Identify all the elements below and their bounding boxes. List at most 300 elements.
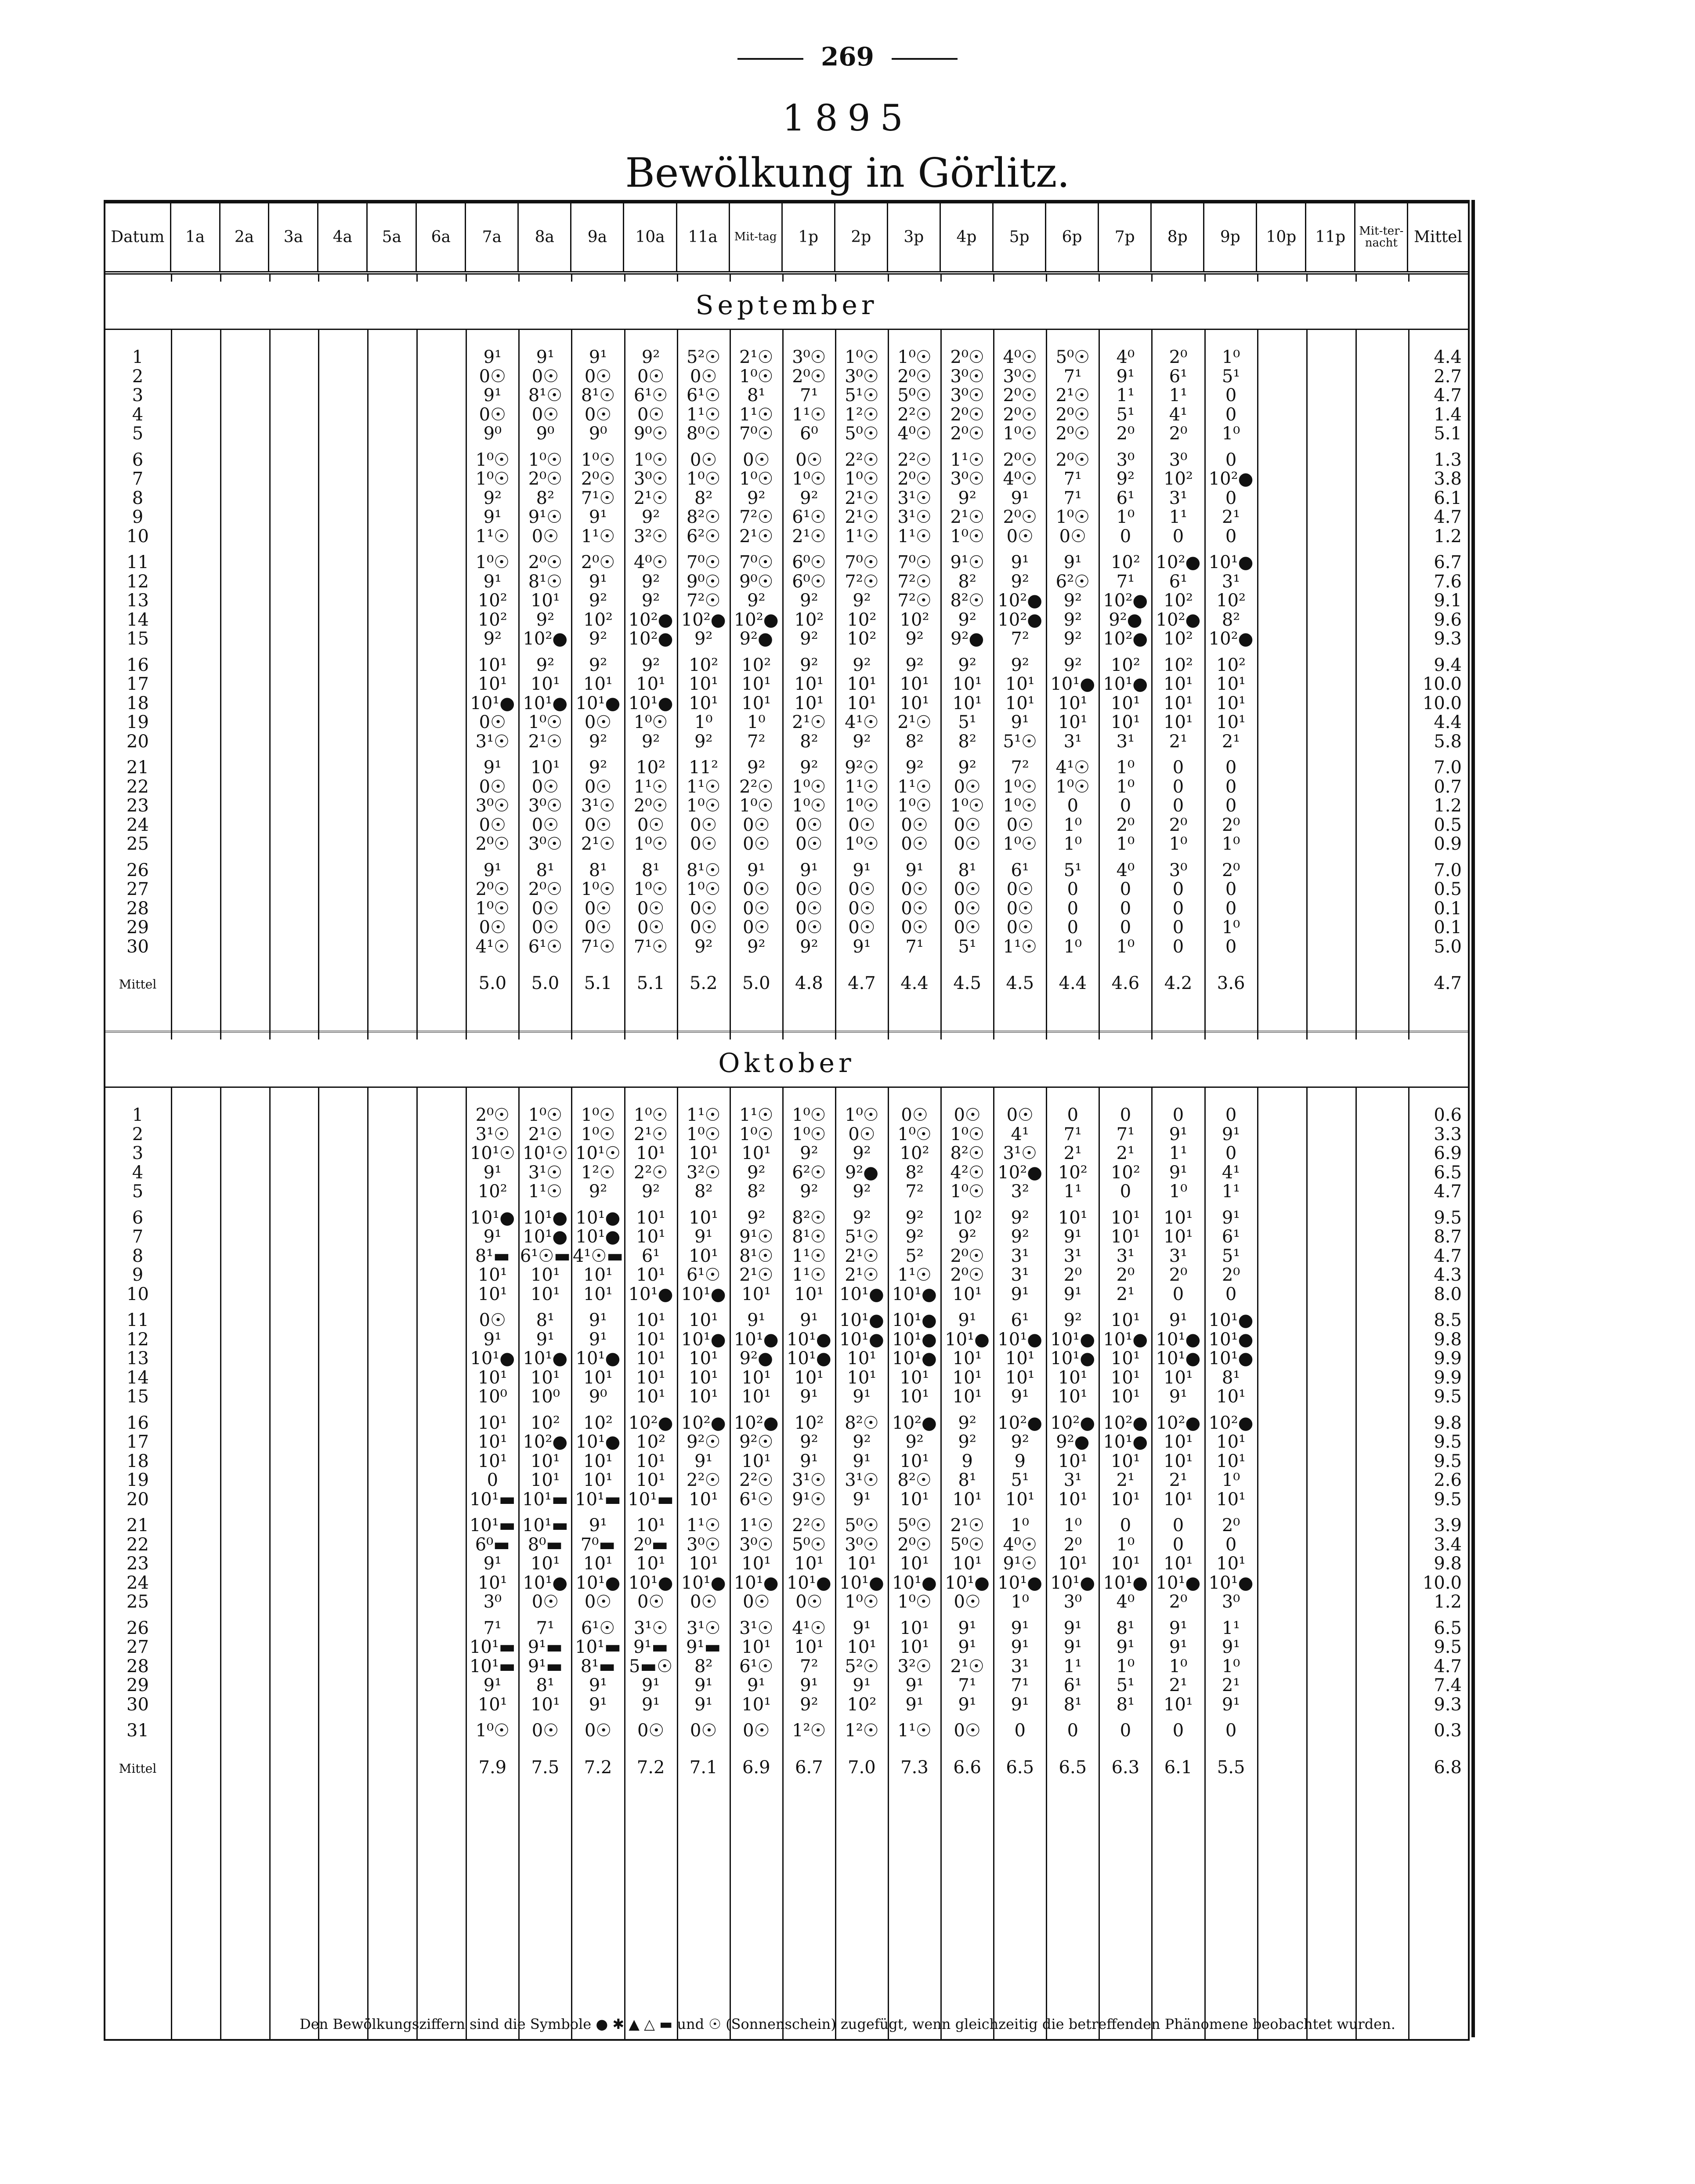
obs-cell: 2¹	[1116, 1143, 1135, 1163]
obs-cell: 1¹☉	[897, 1720, 932, 1741]
obs-cell: 3¹	[1063, 1470, 1082, 1490]
obs-cell: 9¹	[800, 1310, 818, 1330]
obs-cell: 10¹●	[892, 1329, 937, 1350]
obs-cell: 2¹☉	[633, 488, 668, 508]
obs-cell: 10¹	[794, 1367, 824, 1388]
obs-cell: 10²●	[1103, 629, 1148, 649]
obs-cell: 2²☉	[897, 404, 932, 425]
obs-cell: 0☉	[637, 917, 665, 938]
day-label: 18	[126, 1451, 149, 1471]
obs-cell: 8²	[694, 488, 713, 508]
obs-cell: 0	[1225, 1105, 1237, 1125]
obs-cell: 1¹	[1116, 385, 1135, 406]
obs-cell: 7¹	[1063, 366, 1082, 387]
obs-cell: 10¹	[530, 590, 560, 611]
obs-cell: 10¹	[1005, 1489, 1035, 1510]
obs-cell: 9	[961, 1451, 973, 1471]
obs-cell: 10¹	[530, 674, 560, 694]
day-label: 13	[126, 1348, 149, 1369]
obs-cell: 10²	[1164, 590, 1193, 611]
mittel-cell: 4.5	[1006, 973, 1034, 993]
obs-cell: 4¹☉	[1055, 757, 1090, 778]
day-label: 21	[126, 1515, 149, 1536]
obs-cell: 10¹	[689, 1310, 719, 1330]
obs-cell: 2⁰☉	[528, 469, 563, 489]
obs-cell: 9²	[905, 1432, 924, 1452]
obs-cell: 10²	[689, 655, 719, 675]
obs-cell: 3⁰☉	[1003, 366, 1037, 387]
day-label: 11	[126, 552, 149, 572]
obs-cell: 0	[1172, 1284, 1184, 1304]
obs-cell: 9²	[589, 590, 607, 611]
obs-cell: 9⁰	[483, 424, 502, 444]
obs-cell: 8¹	[536, 1675, 555, 1695]
obs-cell: 10¹●	[470, 693, 515, 714]
obs-cell: 2⁰☉	[950, 347, 984, 367]
column-header-7: 7a	[466, 203, 519, 271]
obs-cell: 10¹●	[1050, 1329, 1095, 1350]
obs-cell: 0☉	[743, 834, 770, 854]
obs-cell: 2¹☉	[792, 526, 826, 547]
obs-cell: 2²☉	[845, 449, 879, 470]
day-mean: 9.5	[1434, 1489, 1462, 1510]
obs-cell: 10¹●	[997, 1329, 1043, 1350]
obs-cell: 10¹☉	[523, 1143, 568, 1163]
obs-cell: 5¹	[1116, 1675, 1135, 1695]
obs-cell: 10¹	[794, 674, 824, 694]
obs-cell: 10¹	[1005, 1367, 1035, 1388]
obs-cell: 10¹	[1164, 693, 1193, 714]
obs-cell: 3¹	[1222, 571, 1240, 592]
column-header-8: 8a	[519, 203, 571, 271]
obs-cell: 3¹	[1011, 1246, 1029, 1266]
obs-cell: 1⁰	[1169, 1181, 1188, 1202]
page-number-dash-right	[892, 58, 958, 60]
obs-cell: 1⁰	[747, 712, 766, 732]
obs-cell: 9²●	[1056, 1432, 1090, 1452]
obs-cell: 3⁰	[1169, 860, 1188, 880]
obs-cell: 2⁰☉	[528, 552, 563, 572]
column-header-2: 2a	[220, 203, 270, 271]
obs-cell: 10¹●	[575, 693, 621, 714]
obs-cell: 2⁰☉	[1003, 385, 1037, 406]
obs-cell: 0☉	[901, 879, 928, 899]
obs-cell: 10¹●	[523, 1348, 568, 1369]
obs-cell: 10¹	[900, 1554, 929, 1574]
obs-cell: 1⁰☉	[792, 796, 826, 816]
obs-cell: 1¹	[1063, 1181, 1082, 1202]
obs-cell: 10²	[477, 1181, 507, 1202]
obs-cell: 2¹	[1169, 1675, 1188, 1695]
obs-cell: 3¹	[1011, 1265, 1029, 1285]
obs-cell: 0☉	[690, 449, 717, 470]
column-header-22: 10p	[1257, 203, 1306, 271]
obs-cell: 9²	[800, 488, 818, 508]
mittel-cell: 5.5	[1217, 1757, 1245, 1778]
day-label: 8	[132, 488, 144, 508]
obs-cell: 4⁰	[1116, 860, 1135, 880]
obs-cell: 1⁰☉	[581, 1124, 615, 1145]
obs-cell: 0☉	[795, 834, 823, 854]
day-label: 16	[126, 1413, 149, 1433]
obs-cell: 8¹	[1116, 1694, 1135, 1715]
obs-cell: 2¹	[1222, 507, 1240, 527]
obs-cell: 2¹☉	[845, 507, 879, 527]
obs-cell: 1⁰☉	[581, 1105, 615, 1125]
obs-cell: 4¹	[1222, 1162, 1240, 1183]
obs-cell: 0☉	[584, 898, 612, 919]
obs-cell: 0☉	[954, 776, 981, 797]
obs-cell: 10¹	[900, 693, 929, 714]
obs-cell: 0☉	[531, 404, 559, 425]
obs-cell: 2⁰☉	[1055, 424, 1090, 444]
obs-cell: 6²☉	[687, 526, 721, 547]
mittel-cell: 6.5	[1006, 1757, 1034, 1778]
obs-cell: 0☉	[795, 879, 823, 899]
obs-cell: 2⁰☉	[581, 552, 615, 572]
obs-cell: 0	[1120, 1515, 1131, 1536]
obs-cell: 6¹☉	[687, 385, 721, 406]
column-header-1: 1a	[171, 203, 220, 271]
obs-cell: 5⁰☉	[950, 1534, 984, 1555]
day-mean: 0.5	[1434, 815, 1462, 835]
obs-cell: 10¹	[1110, 1227, 1140, 1247]
obs-cell: 2⁰	[1169, 815, 1188, 835]
day-label: 9	[132, 1265, 144, 1285]
obs-cell: 0	[1067, 796, 1079, 816]
day-mean: 1.2	[1434, 526, 1462, 547]
obs-cell: 9¹	[958, 1310, 976, 1330]
obs-cell: 8²	[747, 1181, 766, 1202]
obs-cell: 10¹●	[839, 1329, 884, 1350]
obs-cell: 9²	[958, 655, 976, 675]
obs-cell: 9¹▬	[686, 1637, 721, 1657]
obs-cell: 9¹	[958, 1618, 976, 1638]
day-label: 5	[132, 424, 144, 444]
obs-cell: 10²●	[681, 1413, 726, 1433]
column-divider	[318, 275, 319, 2041]
obs-cell: 9¹	[589, 347, 607, 367]
obs-cell: 9¹	[483, 385, 502, 406]
column-header-10: 10a	[624, 203, 677, 271]
obs-cell: 10¹	[477, 1367, 507, 1388]
obs-cell: 5¹	[1063, 860, 1082, 880]
obs-cell: 3²	[1011, 1181, 1029, 1202]
obs-cell: 6¹☉	[687, 1265, 721, 1285]
obs-cell: 8¹☉	[792, 1227, 826, 1247]
obs-cell: 8²☉	[950, 1143, 984, 1163]
obs-cell: 4⁰☉	[1003, 1534, 1037, 1555]
day-label: 31	[126, 1720, 149, 1741]
mittel-cell: 7.9	[478, 1757, 507, 1778]
column-header-17: 5p	[994, 203, 1046, 271]
obs-cell: 0☉	[584, 1592, 612, 1612]
obs-cell: 8²☉	[897, 1470, 932, 1490]
obs-cell: 10¹	[794, 1637, 824, 1657]
obs-cell: 9¹	[1116, 1637, 1135, 1657]
obs-cell: 7⁰☉	[897, 552, 932, 572]
obs-cell: 4¹	[1011, 1124, 1029, 1145]
obs-cell: 10²	[900, 609, 929, 630]
obs-cell: 7¹☉	[633, 936, 668, 957]
mittel-cell: 5.1	[636, 973, 665, 993]
obs-cell: 10¹	[1164, 1489, 1193, 1510]
obs-cell: 6¹	[1169, 366, 1188, 387]
obs-cell: 1¹	[1222, 1181, 1240, 1202]
obs-cell: 8¹	[958, 860, 976, 880]
obs-cell: 0☉	[690, 834, 717, 854]
obs-cell: 8¹▬	[580, 1656, 616, 1677]
obs-cell: 2⁰☉	[1003, 507, 1037, 527]
obs-cell: 5⁰☉	[792, 1534, 826, 1555]
obs-cell: 9²	[1063, 655, 1082, 675]
obs-cell: 9¹	[483, 1329, 502, 1350]
obs-cell: 9¹	[800, 1675, 818, 1695]
obs-cell: 8¹	[1116, 1618, 1135, 1638]
obs-cell: 1⁰	[1222, 1470, 1240, 1490]
day-label: 22	[126, 1534, 149, 1555]
obs-cell: 1⁰☉	[1055, 776, 1090, 797]
obs-cell: 2⁰☉	[792, 366, 826, 387]
obs-cell: 10¹●	[523, 1207, 568, 1228]
obs-cell: 10¹●	[1103, 1572, 1148, 1593]
obs-cell: 10¹●	[892, 1572, 937, 1593]
obs-cell: 3¹	[1116, 731, 1135, 752]
obs-cell: 10¹	[1110, 712, 1140, 732]
obs-cell: 9²	[800, 1432, 818, 1452]
obs-cell: 4⁰☉	[633, 552, 668, 572]
obs-cell: 0☉	[637, 898, 665, 919]
obs-cell: 10¹	[530, 1284, 560, 1304]
obs-cell: 6⁰	[800, 424, 818, 444]
obs-cell: 10¹	[952, 1284, 982, 1304]
day-mean: 0.6	[1434, 1105, 1462, 1125]
obs-cell: 0☉	[479, 815, 506, 835]
obs-cell: 2¹	[1169, 731, 1188, 752]
obs-cell: 10¹▬	[469, 1489, 516, 1510]
obs-cell: 0☉	[954, 1592, 981, 1612]
obs-cell: 9¹	[483, 347, 502, 367]
obs-cell: 9²●	[739, 629, 773, 649]
obs-cell: 10²	[1216, 655, 1246, 675]
obs-cell: 9²●	[950, 629, 984, 649]
obs-cell: 1⁰☉	[845, 469, 879, 489]
obs-cell: 3⁰☉	[475, 796, 510, 816]
obs-cell: 7¹	[1063, 488, 1082, 508]
obs-cell: 0☉	[584, 815, 612, 835]
obs-cell: 10¹	[1164, 674, 1193, 694]
obs-cell: 10¹	[583, 1265, 613, 1285]
obs-cell: 7⁰▬	[580, 1534, 616, 1555]
obs-cell: 3⁰☉	[792, 347, 826, 367]
day-label: 23	[126, 1554, 149, 1574]
obs-cell: 10¹	[952, 1367, 982, 1388]
obs-cell: 9²	[483, 488, 502, 508]
obs-cell: 10¹	[1110, 1367, 1140, 1388]
obs-cell: 6¹☉	[633, 385, 668, 406]
mittel-cell: 6.3	[1111, 1757, 1140, 1778]
day-mean: 5.1	[1434, 424, 1462, 444]
obs-cell: 2¹☉	[581, 834, 615, 854]
obs-cell: 0☉	[795, 1592, 823, 1612]
obs-cell: 7¹	[1116, 1124, 1135, 1145]
obs-cell: 9²	[800, 590, 818, 611]
obs-cell: 10¹●	[523, 693, 568, 714]
obs-cell: 2¹☉	[897, 712, 932, 732]
obs-cell: 1⁰☉	[950, 1124, 984, 1145]
day-label: 8	[132, 1246, 144, 1266]
obs-cell: 0	[1172, 898, 1184, 919]
obs-cell: 0☉	[954, 879, 981, 899]
obs-cell: 0☉	[901, 815, 928, 835]
obs-cell: 7¹	[1063, 1124, 1082, 1145]
obs-cell: 0☉	[848, 815, 875, 835]
obs-cell: 9¹	[589, 1515, 607, 1536]
obs-cell: 1⁰☉	[897, 1592, 932, 1612]
obs-cell: 10¹	[636, 674, 666, 694]
obs-cell: 1¹	[1169, 385, 1188, 406]
obs-cell: 10¹	[1216, 1387, 1246, 1407]
obs-cell: 7¹	[483, 1618, 502, 1638]
obs-cell: 10¹	[1164, 1367, 1193, 1388]
obs-cell: 9¹	[1011, 1694, 1029, 1715]
mittel-cell: 7.5	[531, 1757, 560, 1778]
obs-cell: 2⁰	[1063, 1534, 1082, 1555]
day-mean: 0.5	[1434, 879, 1462, 899]
obs-cell: 10²	[1164, 469, 1193, 489]
day-mean: 9.8	[1434, 1413, 1462, 1433]
obs-cell: 5¹☉	[845, 1227, 879, 1247]
day-label: 20	[126, 1489, 149, 1510]
column-header-13: 1p	[783, 203, 835, 271]
obs-cell: 10¹●	[1050, 674, 1095, 694]
column-header-19: 7p	[1099, 203, 1152, 271]
obs-cell: 1⁰	[1222, 834, 1240, 854]
obs-cell: 1⁰☉	[739, 796, 773, 816]
obs-cell: 9¹	[1222, 1637, 1240, 1657]
mittel-cell: 4.8	[795, 973, 823, 993]
obs-cell: 1¹☉	[581, 526, 615, 547]
obs-cell: 9²	[747, 488, 766, 508]
obs-cell: 1⁰☉	[1055, 507, 1090, 527]
obs-cell: 10¹	[1164, 1207, 1193, 1228]
obs-cell: 1⁰☉	[1003, 834, 1037, 854]
column-header-25: Mittel	[1413, 228, 1463, 246]
obs-cell: 9¹☉	[1003, 1554, 1037, 1574]
obs-cell: 2¹☉	[633, 1124, 668, 1145]
obs-cell: 10¹▬	[575, 1637, 621, 1657]
obs-cell: 0☉	[584, 404, 612, 425]
mittel-cell: 4.2	[1164, 973, 1193, 993]
day-label: 18	[126, 693, 149, 714]
column-divider	[1306, 275, 1308, 2041]
obs-cell: 0☉	[954, 1105, 981, 1125]
obs-cell: 1⁰☉	[687, 1124, 721, 1145]
obs-cell: 10²●	[997, 1162, 1043, 1183]
obs-cell: 10¹	[636, 1310, 666, 1330]
obs-cell: 2⁰☉	[528, 879, 563, 899]
obs-cell: 3²☉	[633, 526, 668, 547]
obs-cell: 2¹☉	[845, 1246, 879, 1266]
obs-cell: 3⁰☉	[739, 1534, 773, 1555]
day-mean: 8.0	[1434, 1284, 1462, 1304]
day-label: 2	[132, 1124, 144, 1145]
obs-cell: 0	[1067, 917, 1079, 938]
obs-cell: 10¹●	[575, 1348, 621, 1369]
obs-cell: 9²	[589, 629, 607, 649]
obs-cell: 10²●	[734, 609, 779, 630]
obs-cell: 9²	[800, 1143, 818, 1163]
obs-cell: 10¹●	[1208, 1348, 1254, 1369]
obs-cell: 1²☉	[845, 1720, 879, 1741]
obs-cell: 0☉	[531, 898, 559, 919]
column-divider	[220, 275, 221, 2041]
obs-cell: 10¹	[477, 1432, 507, 1452]
obs-cell: 3¹	[1011, 1656, 1029, 1677]
obs-cell: 1⁰☉	[897, 347, 932, 367]
obs-cell: 1⁰☉	[950, 796, 984, 816]
obs-cell: 10¹●	[681, 1329, 726, 1350]
obs-cell: 9¹	[853, 936, 871, 957]
obs-cell: 10²●	[628, 629, 673, 649]
obs-cell: 3¹☉	[475, 1124, 510, 1145]
obs-cell: 2⁰☉	[1055, 449, 1090, 470]
obs-cell: 10²●	[523, 1432, 568, 1452]
obs-cell: 9²	[1011, 1227, 1029, 1247]
day-mean: 0.3	[1434, 1720, 1462, 1741]
obs-cell: 10¹	[1005, 693, 1035, 714]
obs-cell: 2⁰☉	[633, 796, 668, 816]
obs-cell: 3⁰☉	[950, 469, 984, 489]
obs-cell: 2¹	[1063, 1143, 1082, 1163]
obs-cell: 7²☉	[739, 507, 773, 527]
obs-cell: 5²☉	[845, 1656, 879, 1677]
obs-cell: 10²●	[1156, 552, 1201, 572]
obs-cell: 1⁰	[1222, 917, 1240, 938]
obs-cell: 9¹	[1169, 1162, 1188, 1183]
obs-cell: 1⁰	[1222, 1656, 1240, 1677]
obs-cell: 7¹	[958, 1675, 976, 1695]
obs-cell: 0	[1225, 385, 1237, 406]
obs-cell: 2⁰	[1116, 1265, 1135, 1285]
obs-cell: 5¹☉	[845, 385, 879, 406]
obs-cell: 10¹●	[575, 1227, 621, 1247]
obs-cell: 9²	[905, 629, 924, 649]
obs-cell: 2¹☉	[739, 347, 773, 367]
obs-cell: 0☉	[795, 449, 823, 470]
day-mean: 7.0	[1434, 860, 1462, 880]
obs-cell: 10²	[636, 1432, 666, 1452]
obs-cell: 1⁰☉	[1003, 424, 1037, 444]
obs-cell: 9²	[641, 590, 660, 611]
obs-cell: 2¹☉	[792, 712, 826, 732]
obs-cell: 10¹	[583, 1284, 613, 1304]
obs-cell: 10¹	[1005, 1348, 1035, 1369]
day-label: 26	[126, 860, 149, 880]
obs-cell: 10¹	[1110, 693, 1140, 714]
day-mean: 9.5	[1434, 1432, 1462, 1452]
column-header-6: 6a	[417, 203, 466, 271]
obs-cell: 4⁰☉	[1003, 347, 1037, 367]
obs-cell: 5⁰☉	[1055, 347, 1090, 367]
column-header-12: Mit-tag	[730, 203, 783, 271]
obs-cell: 9²	[1063, 609, 1082, 630]
obs-cell: 10²●	[1208, 1413, 1254, 1433]
obs-cell: 0	[1225, 757, 1237, 778]
obs-cell: 3²☉	[687, 1162, 721, 1183]
obs-cell: 10¹	[1058, 1554, 1088, 1574]
obs-cell: 9¹	[483, 1675, 502, 1695]
